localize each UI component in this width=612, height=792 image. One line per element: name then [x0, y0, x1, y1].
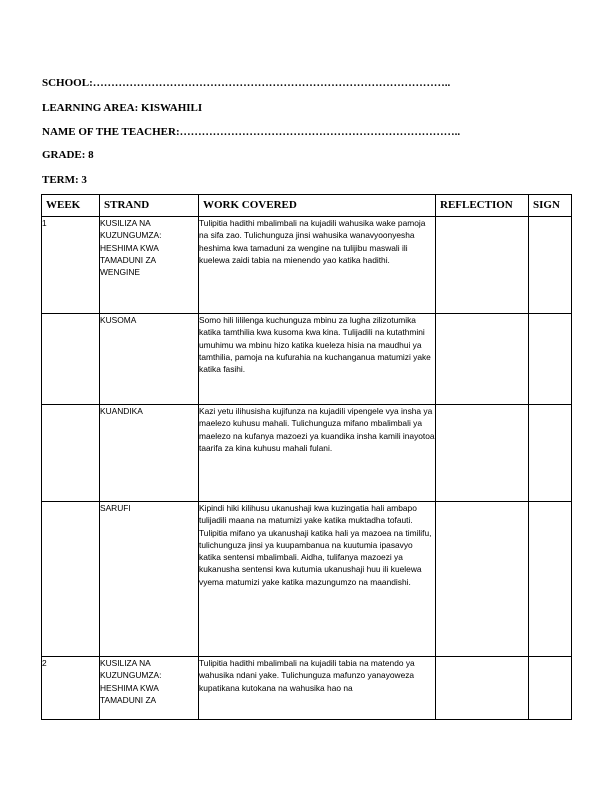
work-covered-cell: Somo hili lililenga kuchunguza mbinu za lugha zilizotumika katika tamthilia kwa kusoma kwa kina. Tulijadili na kutathmini umuhimu wa mbinu hizo katika kueleza hisia na maudhui ya tamthilia, pamoja na kufurahia na kuchanganua matumizi yake katika fasihi. [199, 314, 436, 405]
column-header-reflection: REFLECTION [436, 195, 529, 217]
reflection-cell[interactable] [436, 657, 529, 720]
table-row [42, 502, 572, 657]
strand-cell: SARUFI [100, 502, 199, 657]
week-cell [42, 405, 100, 502]
strand-cell: KUSILIZA NA KUZUNGUMZA: HESHIMA KWA TAMADUNI ZA [100, 657, 199, 720]
table-row [42, 405, 572, 502]
week-cell: 1 [42, 217, 100, 314]
work-covered-cell: Tulipitia hadithi mbalimbali na kujadili wahusika wake pamoja na sifa zao. Tulichunguza jinsi wahusika wanavyoonyesha heshima kwa tamaduni za wengine na tulijibu maswali ili kuelewa zaidi tabia na mienendo yao katika hadithi. [199, 217, 436, 314]
week-cell: 2 [42, 657, 100, 720]
table-row [42, 314, 572, 405]
column-header-week: WEEK [42, 195, 100, 217]
column-header-sign: SIGN [529, 195, 572, 217]
scheme-of-work-table [41, 194, 572, 720]
work-covered-cell: Kazi yetu ilihusisha kujifunza na kujadili vipengele vya insha ya maelezo kuhusu mahali. Tulichunguza mifano mbalimbali ya maelezo na kufanya mazoezi ya kuandika insha kamili inayotoa taarifa za kina kuhusu mahali fulani. [199, 405, 436, 502]
reflection-cell[interactable] [436, 405, 529, 502]
strand-cell: KUANDIKA [100, 405, 199, 502]
sign-cell[interactable] [529, 657, 572, 720]
week-cell [42, 314, 100, 405]
strand-cell: KUSOMA [100, 314, 199, 405]
strand-cell: KUSILIZA NA KUZUNGUMZA: HESHIMA KWA TAMADUNI ZA WENGINE [100, 217, 199, 314]
work-covered-cell: Tulipitia hadithi mbalimbali na kujadili tabia na matendo ya wahusika ndani yake. Tulichunguza mafunzo yanayoweza kupatikana kutokana na wahusika hao na [199, 657, 436, 720]
column-header-strand: STRAND [100, 195, 199, 217]
sign-cell[interactable] [529, 314, 572, 405]
sign-cell[interactable] [529, 502, 572, 657]
column-header-work-covered: WORK COVERED [199, 195, 436, 217]
sign-cell[interactable] [529, 405, 572, 502]
reflection-cell[interactable] [436, 502, 529, 657]
teacher-name-line: NAME OF THE TEACHER:………………………………………………………………….. [42, 126, 461, 138]
school-line: SCHOOL:…………………………………………………………………………………….. [42, 77, 451, 89]
learning-area-line: LEARNING AREA: KISWAHILI [42, 102, 203, 114]
table-header-row [42, 195, 572, 217]
week-cell [42, 502, 100, 657]
table-row [42, 657, 572, 720]
work-covered-cell: Kipindi hiki kilihusu ukanushaji kwa kuzingatia hali ambapo tulijadili maana na matumizi yake katika muktadha tofauti. Tulipitia mifano ya ukanushaji katika hali ya mazoea na timilifu, tulichunguza jinsi ya kuupambanua na kuutumia ipasavyo katika sentensi mbalimbali. Aidha, tulifanya mazoezi ya kukanusha sentensi kwa kutumia ukanushaji huu ili kuelewa vyema matumizi yake katika mazungumzo na maandishi. [199, 502, 436, 657]
sign-cell[interactable] [529, 217, 572, 314]
term-line: TERM: 3 [42, 174, 87, 186]
table-row [42, 217, 572, 314]
reflection-cell[interactable] [436, 217, 529, 314]
grade-line: GRADE: 8 [42, 149, 94, 161]
reflection-cell[interactable] [436, 314, 529, 405]
